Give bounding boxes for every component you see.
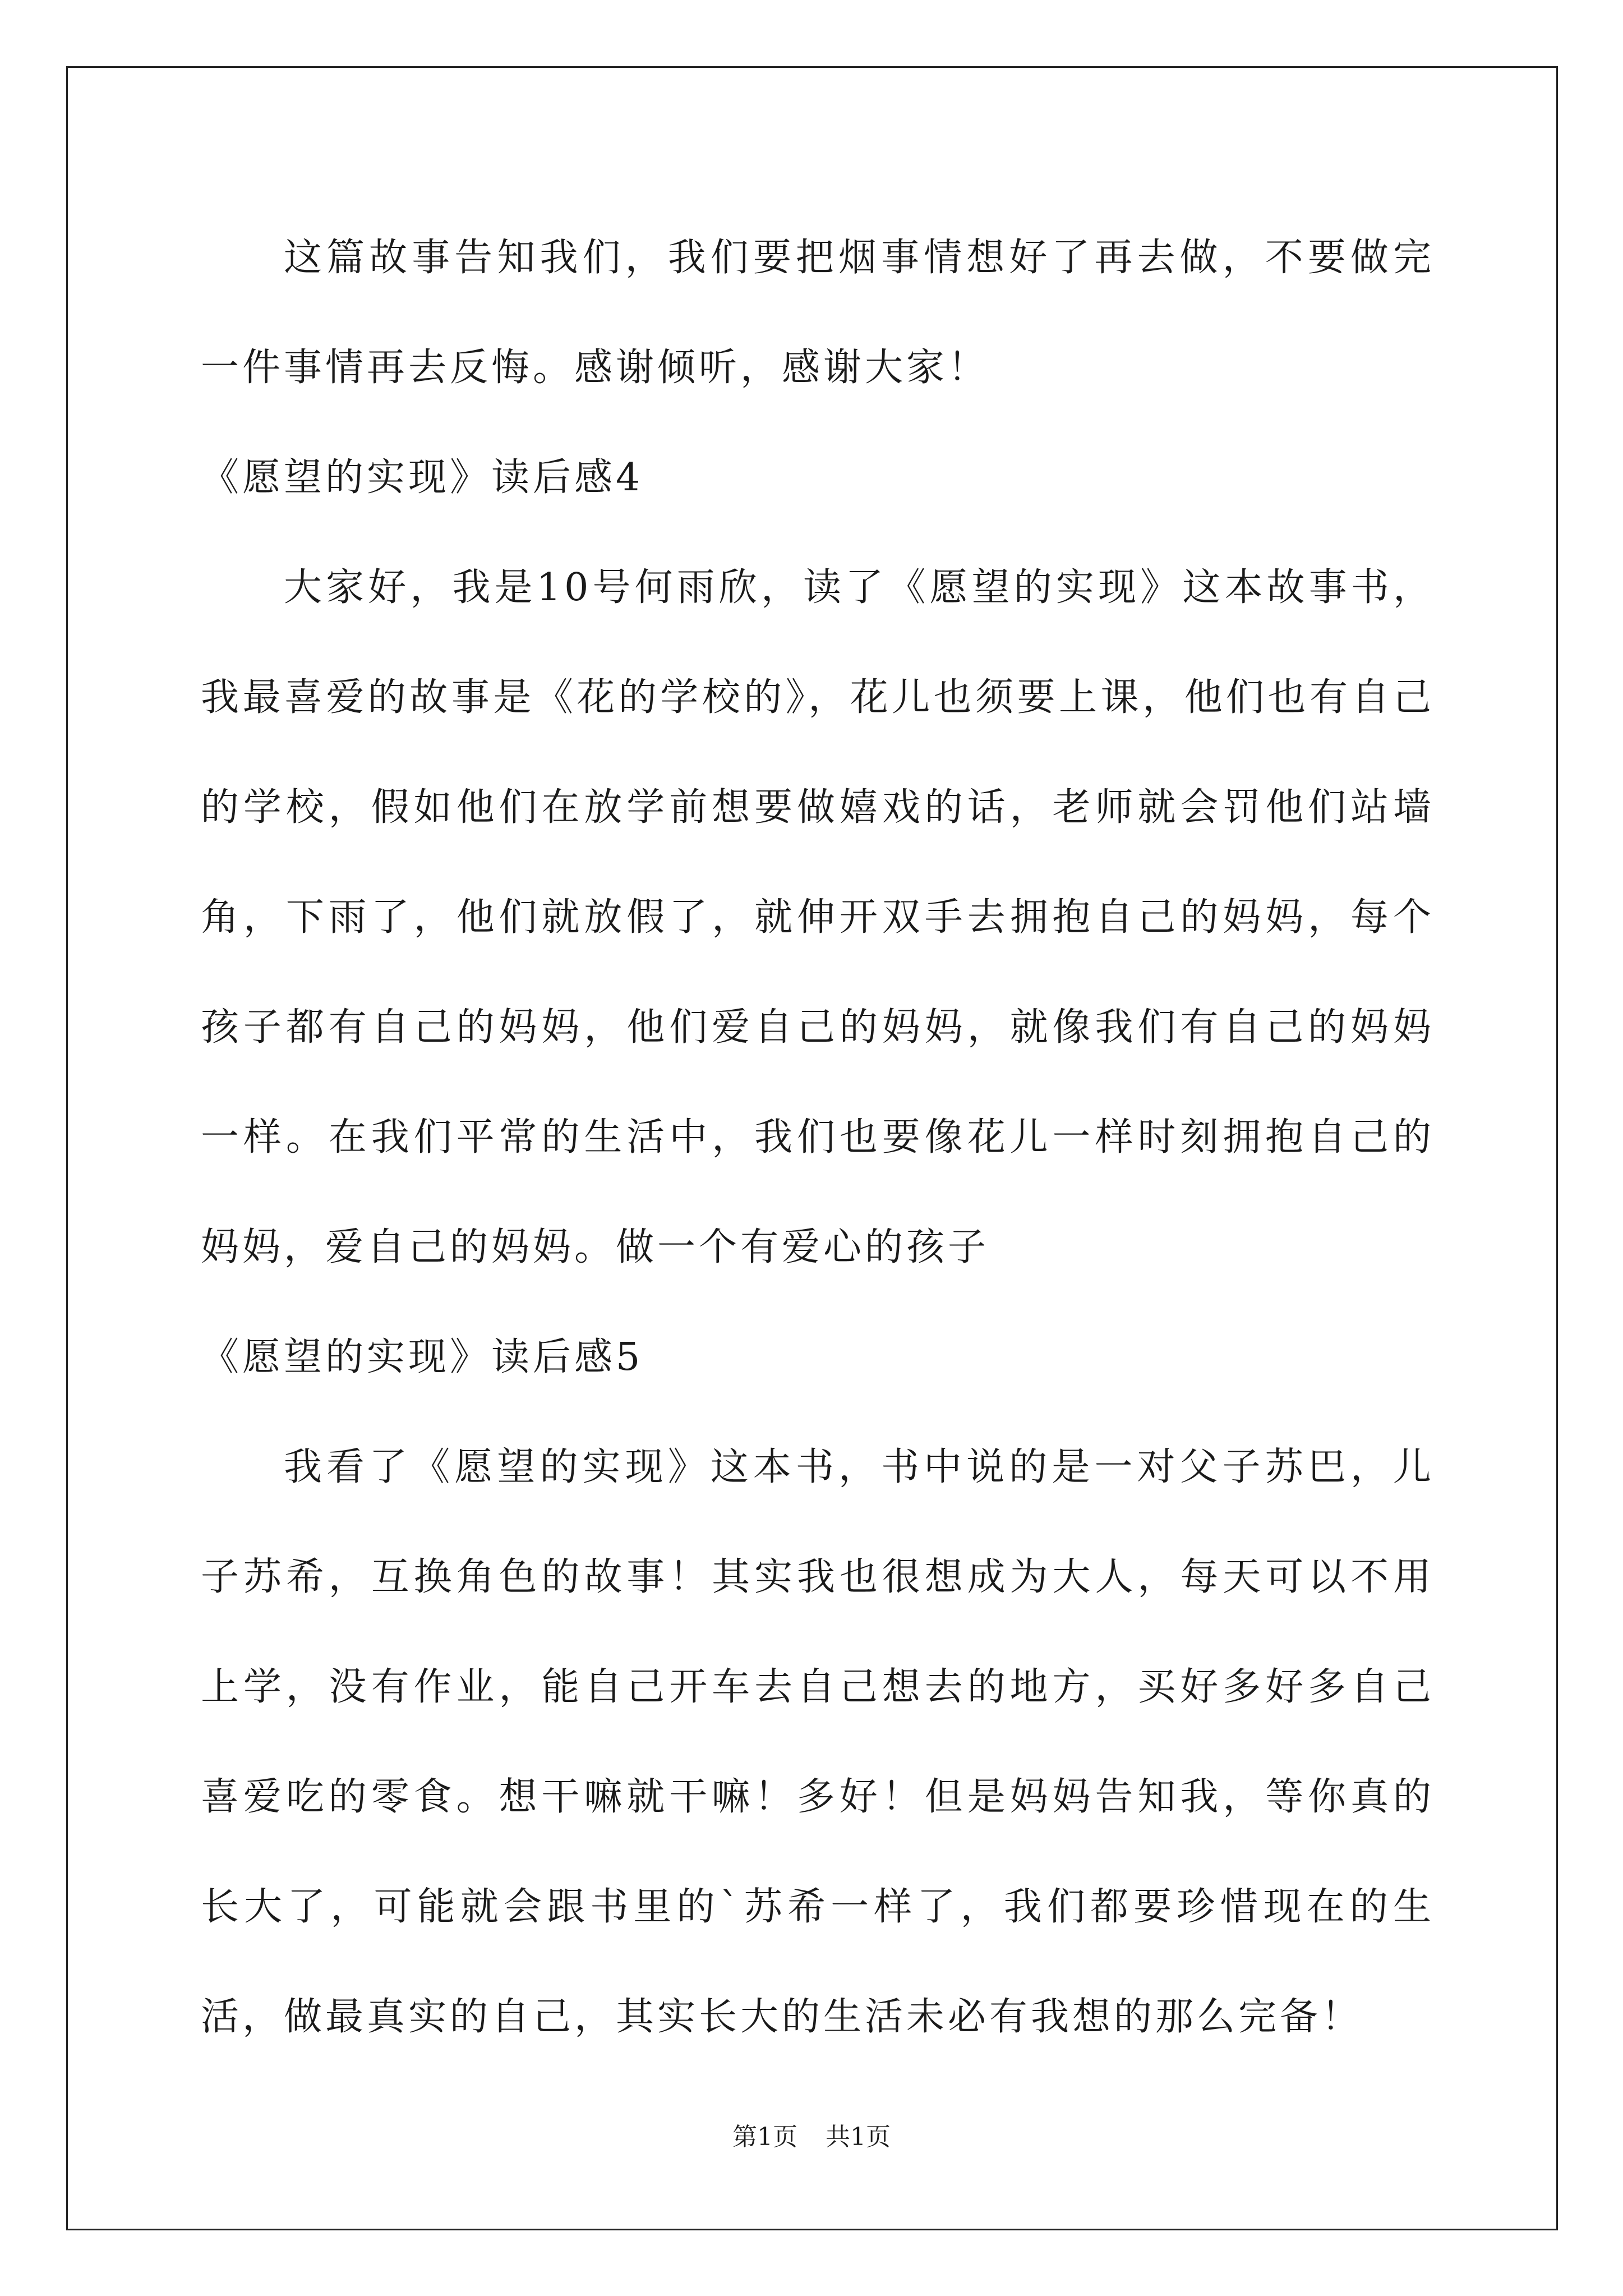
- section-heading-4: 《愿望的实现》读后感4: [201, 455, 644, 500]
- document-body: [201, 203, 1435, 2072]
- paragraph-review-5: 我看了《愿望的实现》这本书，书中说的是一对父子苏巴，儿子苏希，互换角色的故事！其实我也很想成为大人，每天可以不用上学，没有作业，能自己开车去自己想去的地方，买好多好多自己喜爱吃的零食。想干嘛就干嘛！多好！但是妈妈告知我，等你真的长大了，可能就会跟书里的`苏希一样了，我们都要珍惜现在的生活，做最真实的自己，其实长大的生活未必有我想的那么完备！: [201, 1445, 1435, 2039]
- paragraph-review-4: 大家好，我是10号何雨欣，读了《愿望的实现》这本故事书，我最喜爱的故事是《花的学校的》，花儿也须要上课，他们也有自己的学校，假如他们在放学前想要做嬉戏的话，老师就会罚他们站墙角，下雨了，他们就放假了，就伸开双手去拥抱自己的妈妈，每个孩子都有自己的妈妈，他们爱自己的妈妈，就像我们有自己的妈妈一样。在我们平常的生活中，我们也要像花儿一样时刻拥抱自己的妈妈，爱自己的妈妈。做一个有爱心的孩子: [201, 565, 1435, 1269]
- page-footer: [0, 2120, 1623, 2154]
- page-number-current: 第1页: [732, 2123, 797, 2151]
- paragraph-intro-conclusion: 这篇故事告知我们，我们要把烟事情想好了再去做，不要做完一件事情再去反悔。感谢倾听，感谢大家！: [201, 236, 1435, 390]
- page-number-total: 共1页: [826, 2123, 891, 2151]
- section-heading-5: 《愿望的实现》读后感5: [201, 1335, 644, 1379]
